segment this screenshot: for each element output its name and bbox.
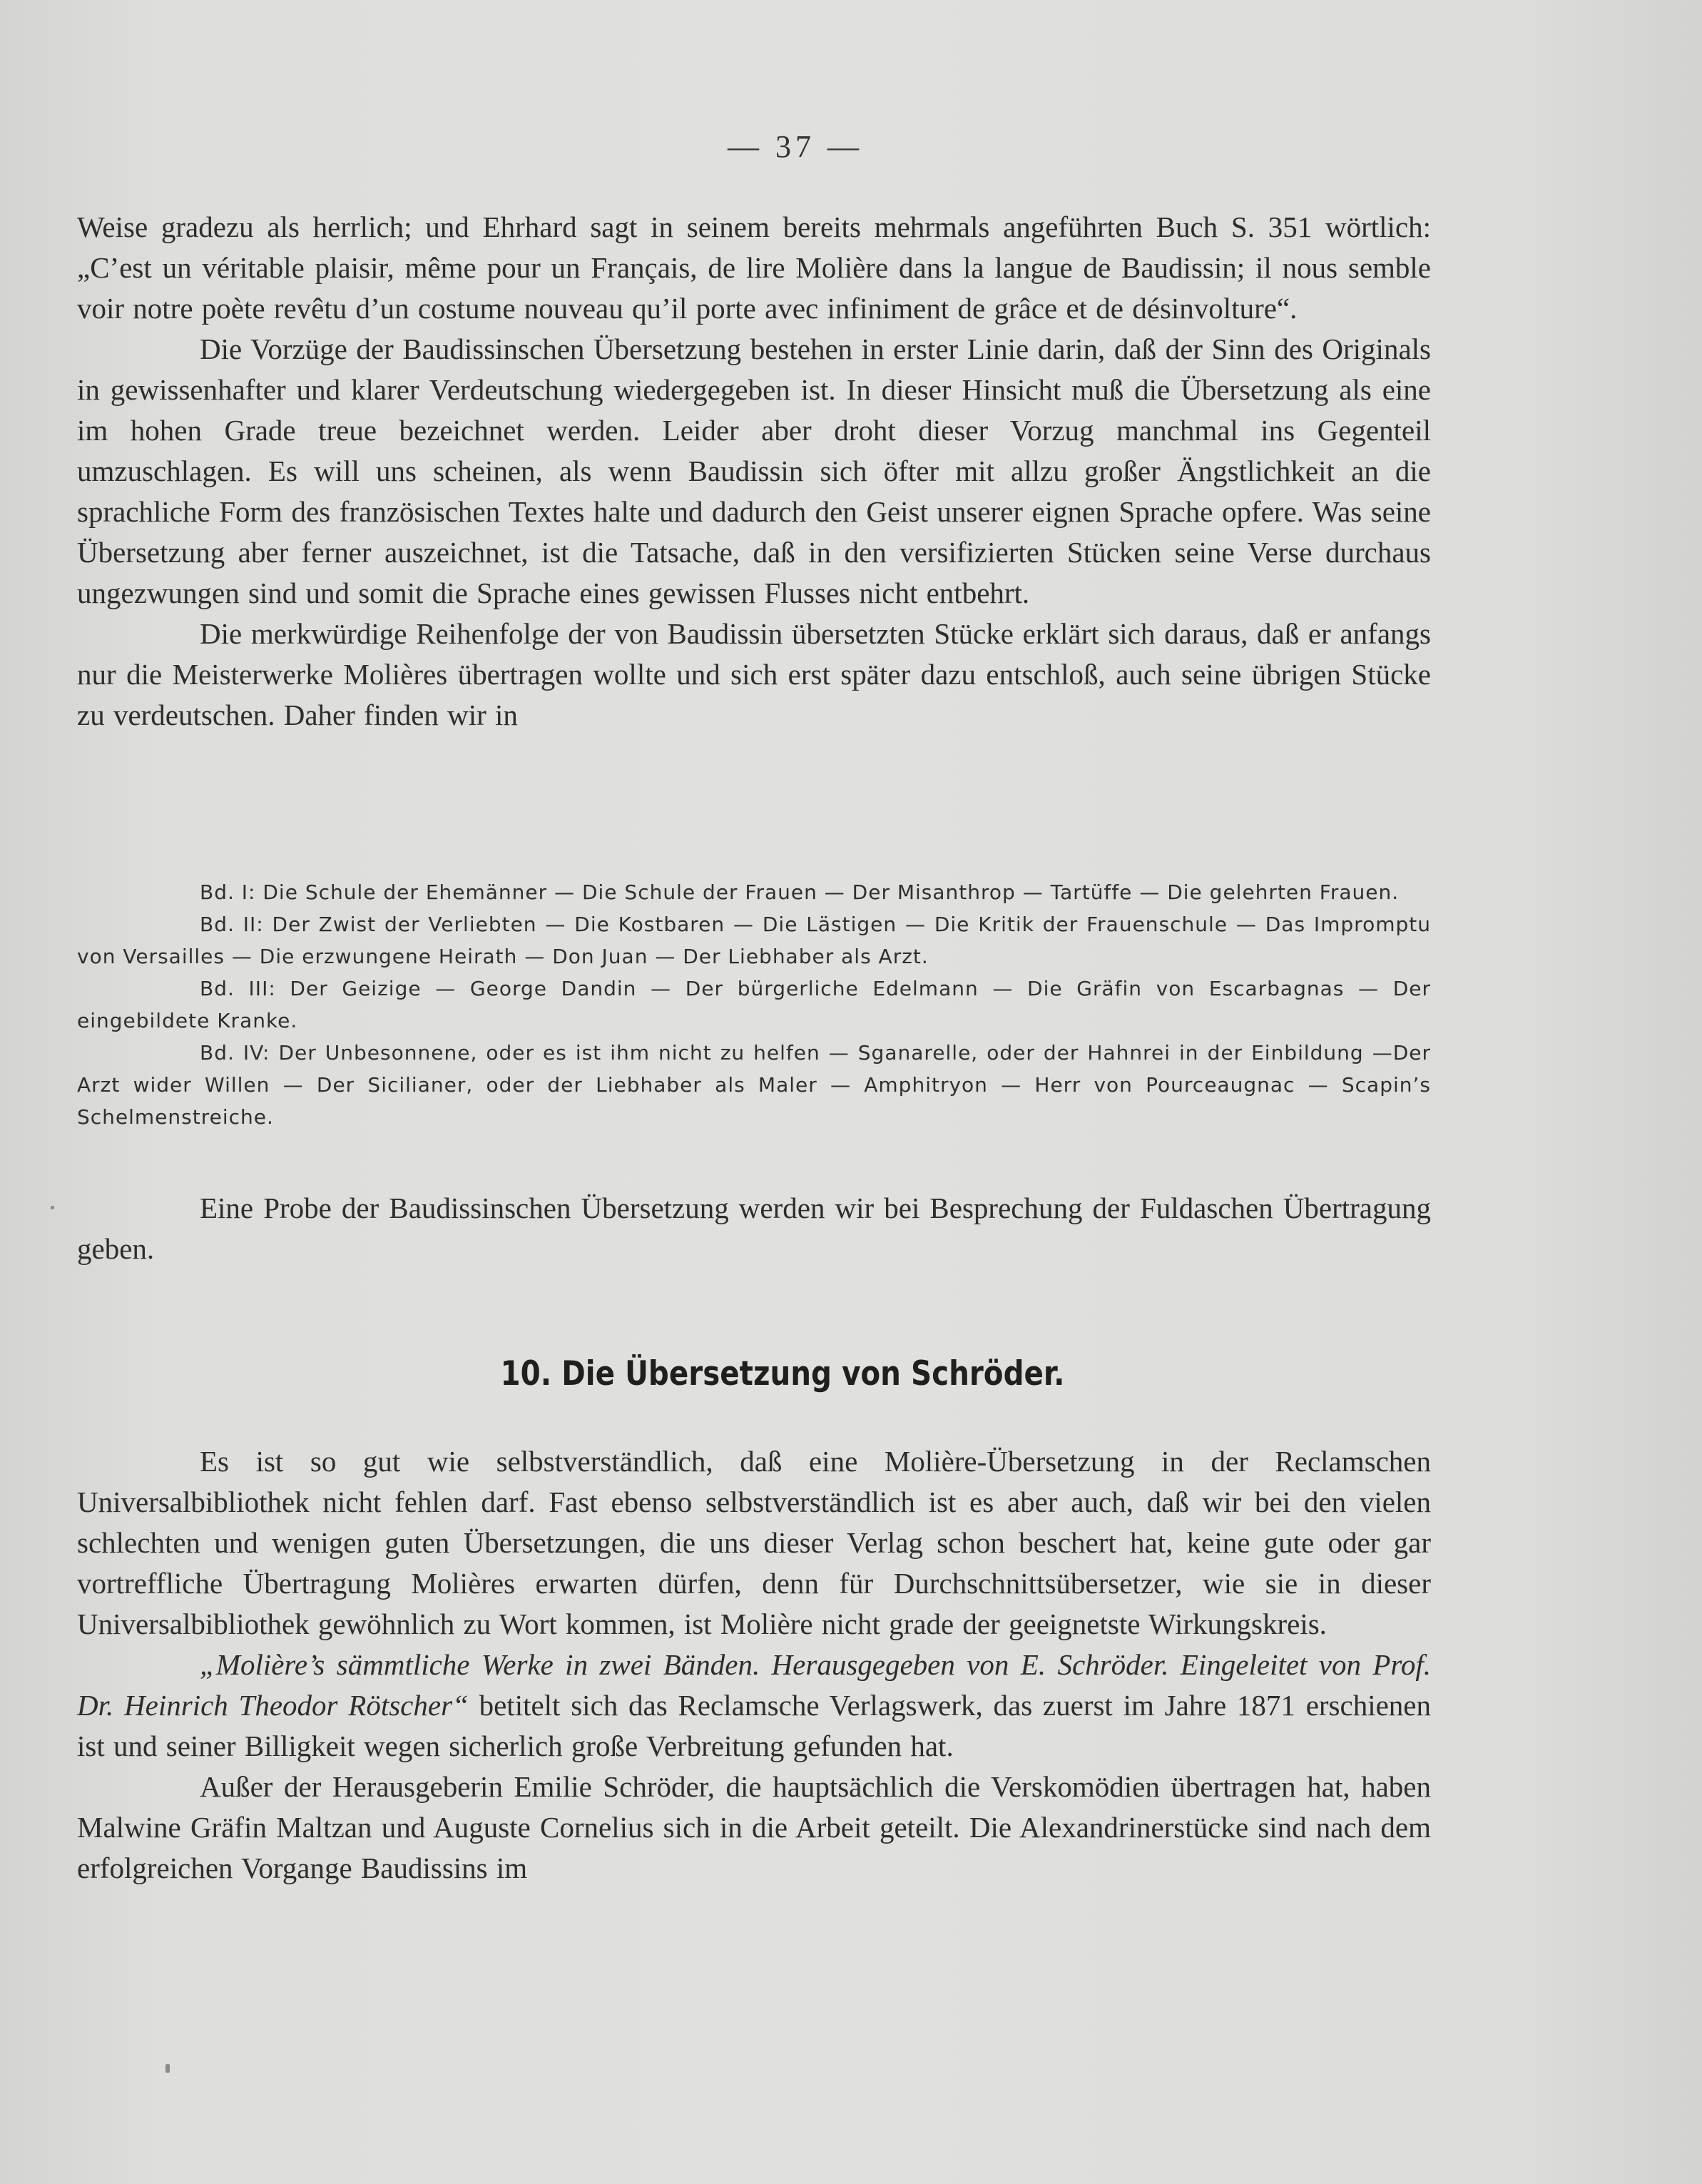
volume-entry: Bd. II: Der Zwist der Verliebten — Die Kostbaren — Die Lästigen — Die Kritik der Frauenschule — Das Impromptu von Versailles — Die erzwungene Heirath — Don Juan — Der Liebhaber als Arzt. bbox=[77, 913, 1431, 968]
paragraph: Die merkwürdige Reihenfolge der von Baudissin übersetzten Stücke erklärt sich daraus, daß er anfangs nur die Meisterwerke Molières übertragen wollte und sich erst später dazu entschloß, auch seine übrigen Stücke zu verdeutschen. Daher finden wir in bbox=[77, 617, 1431, 731]
text-block-middle bbox=[77, 1188, 1431, 1269]
book-title-italic: „Molière’s sämmtliche Werke in zwei Bänden. Herausgegeben von E. Schröder. Eingeleitet von Prof. Dr. Heinrich Theodor Rötscher“ bbox=[77, 1648, 1431, 1722]
volume-list bbox=[77, 876, 1431, 1133]
paragraph: Es ist so gut wie selbstverständlich, daß eine Molière-Übersetzung in der Reclamschen Universalbibliothek nicht fehlen darf. Fast ebenso selbstverständlich ist es aber auch, daß wir bei den vielen schlechten und wenigen guten Übersetzungen, die uns dieser Verlag schon beschert hat, keine gute oder gar vortreffliche Übertragung Molières erwarten dürfen, denn für Durchschnittsübersetzer, wie sie in dieser Universalbibliothek gewöhnlich zu Wort kommen, ist Molière nicht grade der geeignetste Wirkungskreis. bbox=[77, 1445, 1431, 1640]
paragraph: Eine Probe der Baudissinschen Übersetzung werden wir bei Besprechung der Fuldaschen Übertragung geben. bbox=[77, 1192, 1431, 1265]
paragraph bbox=[77, 1645, 1431, 1767]
page-number: — 37 — bbox=[728, 129, 863, 164]
text-block-bottom bbox=[77, 1441, 1431, 1889]
scan-speck bbox=[51, 1206, 54, 1209]
paragraph: Außer der Herausgeberin Emilie Schröder, die hauptsächlich die Verskomödien übertragen hat, haben Malwine Gräfin Maltzan und Auguste Cornelius sich in die Arbeit geteilt. Die Alexandrinerstücke sind nach dem erfolgreichen Vorgange Baudissins im bbox=[77, 1770, 1431, 1884]
section-heading: 10. Die Übersetzung von Schröder. bbox=[500, 1354, 1065, 1393]
paragraph: Die Vorzüge der Baudissinschen Übersetzung bestehen in erster Linie darin, daß der Sinn des Originals in gewissenhafter und klarer Verdeutschung wiedergegeben ist. In dieser Hinsicht muß die Übersetzung als eine im hohen Grade treue bezeichnet werden. Leider aber droht dieser Vorzug manchmal ins Gegenteil umzuschlagen. Es will uns scheinen, als wenn Baudissin sich öfter mit allzu großer Ängstlichkeit an die sprachliche Form des französischen Textes halte und dadurch den Geist unserer eignen Sprache opfere. Was seine Übersetzung aber ferner auszeichnet, ist die Tatsache, daß in den versifizierten Stücken seine Verse durchaus ungezwungen sind und somit die Sprache eines gewissen Flusses nicht entbehrt. bbox=[77, 332, 1431, 609]
text-block-top bbox=[77, 207, 1431, 736]
paragraph: Weise gradezu als herrlich; und Ehrhard sagt in seinem bereits mehrmals angeführten Buch S. 351 wörtlich: „C’est un véritable plaisir, même pour un Français, de lire Molière dans la langue de Baudissin; il nous semble voir notre poète revêtu d’un costume nouveau qu’il porte avec infiniment de grâce et de désinvolture“. bbox=[77, 210, 1431, 325]
volume-entry: Bd. III: Der Geizige — George Dandin — Der bürgerliche Edelmann — Die Gräfin von Escarbagnas — Der eingebildete Kranke. bbox=[77, 977, 1431, 1032]
paragraph-continuation: betitelt sich das Reclamsche Verlagswerk, das zuerst im Jahre 1871 erschienen ist und seiner Billigkeit wegen sicherlich große Verbreitung gefunden hat. bbox=[77, 1689, 1431, 1762]
volume-entry: Bd. IV: Der Unbesonnene, oder es ist ihm nicht zu helfen — Sganarelle, oder der Hahnrei in der Einbildung —Der Arzt wider Willen — Der Sicilianer, oder der Liebhaber als Maler — Amphitryon — Herr von Pourceaugnac — Scapin’s Schelmenstreiche. bbox=[77, 1041, 1431, 1129]
volume-entry: Bd. I: Die Schule der Ehemänner — Die Schule der Frauen — Der Misanthrop — Tartüffe — Die gelehrten Frauen. bbox=[200, 880, 1400, 904]
scan-speck bbox=[165, 2064, 170, 2073]
